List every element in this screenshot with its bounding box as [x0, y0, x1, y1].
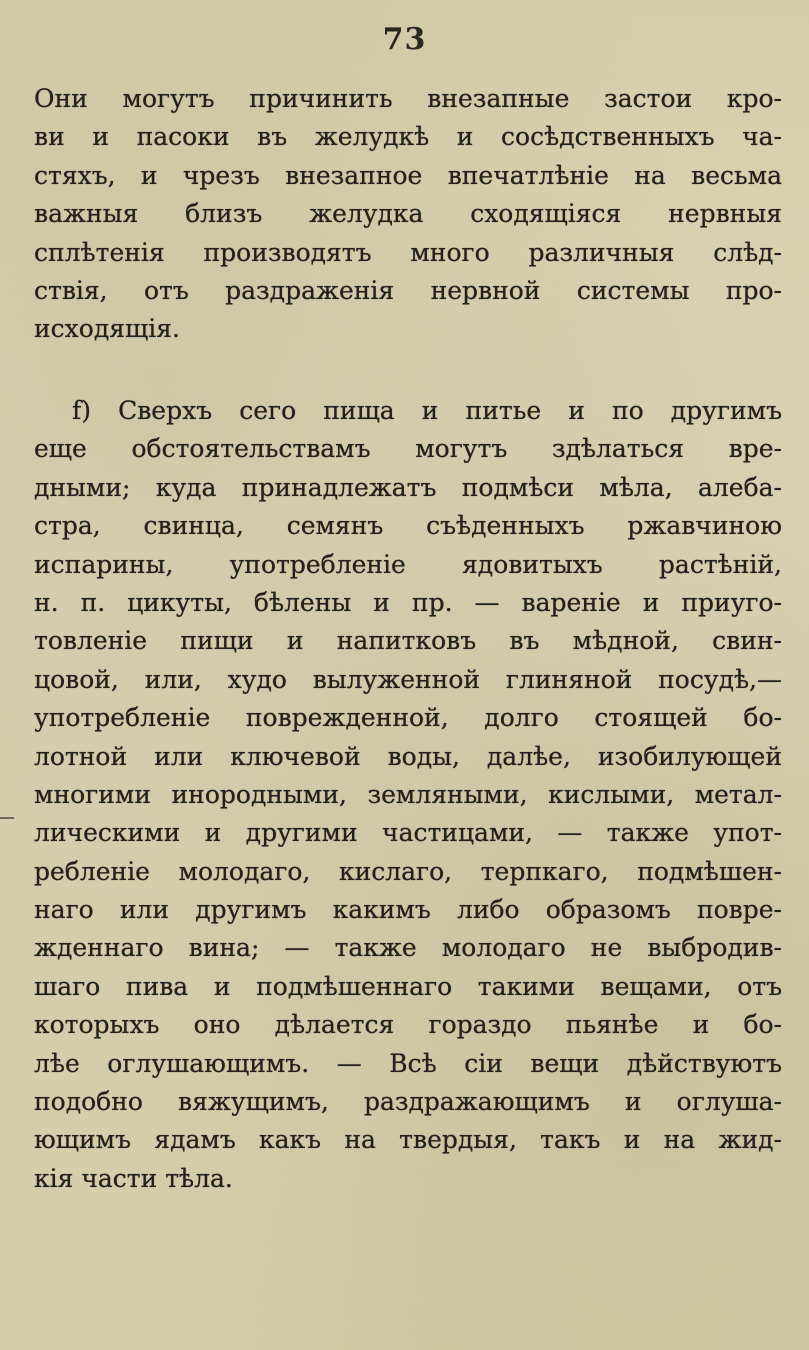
text-line: употребленіе поврежденной, долго стоящей бо- — [34, 703, 782, 733]
text-line: жденнаго вина; — также молодаго не выбродив- — [34, 933, 782, 963]
text-line: кія части тѣла. — [34, 1163, 233, 1193]
text-line: еще обстоятельствамъ могутъ здѣлаться вре- — [34, 434, 782, 464]
text-line: шаго пива и подмѣшеннаго такими вещами, отъ — [34, 971, 782, 1001]
paragraph-1 — [34, 80, 782, 349]
text-line: важныя близъ желудка сходящіяся нервныя — [34, 199, 782, 229]
text-line: стяхъ, и чрезъ внезапное впечатлѣніе на весьма — [34, 160, 782, 190]
text-line: ствія, отъ раздраженія нервной системы про- — [34, 275, 782, 305]
text-line: Они могутъ причинить внезапные застои кро- — [34, 84, 782, 113]
text-line: дными; куда принадлежатъ подмѣси мѣла, алеба- — [34, 472, 782, 502]
text-line: f) Сверхъ сего пища и питье и по другимъ — [72, 396, 782, 425]
text-line: ви и пасоки въ желудкѣ и сосѣдственныхъ ча- — [34, 122, 782, 152]
text-line: н. п. цикуты, бѣлены и пр. — вареніе и приуго- — [34, 587, 782, 617]
margin-mark — [0, 817, 14, 819]
text-line: испарины, употребленіе ядовитыхъ растѣній, — [34, 549, 782, 579]
text-line: лотной или ключевой воды, далѣе, изобилующей — [34, 741, 782, 771]
text-line: стра, свинца, семянъ съѣденныхъ ржавчиною — [34, 511, 782, 541]
text-line: подобно вяжущимъ, раздражающимъ и оглуша- — [34, 1087, 782, 1117]
text-line: цовой, или, худо вылуженной глиняной посудѣ,— — [34, 664, 782, 694]
text-line: лическими и другими частицами, — также упот- — [34, 818, 782, 848]
text-line: которыхъ оно дѣлается гораздо пьянѣе и бо- — [34, 1010, 782, 1040]
text-line: товленіе пищи и напитковъ въ мѣдной, свин- — [34, 626, 782, 656]
text-line: многими инородными, земляными, кислыми, метал- — [34, 779, 782, 809]
text-line: исходящія. — [34, 314, 180, 344]
text-line: сплѣтенія производятъ много различныя слѣд- — [34, 237, 782, 267]
text-line: ребленіе молодаго, кислаго, терпкаго, подмѣшен- — [34, 856, 782, 886]
text-line: лѣе оглушающимъ. — Всѣ сіи вещи дѣйствуютъ — [34, 1048, 782, 1078]
page-number: 73 — [382, 22, 427, 57]
paragraph-2 — [34, 392, 782, 1198]
text-line: наго или другимъ какимъ либо образомъ повре- — [34, 895, 782, 925]
text-line: ющимъ ядамъ какъ на твердыя, такъ и на жид- — [34, 1125, 782, 1155]
